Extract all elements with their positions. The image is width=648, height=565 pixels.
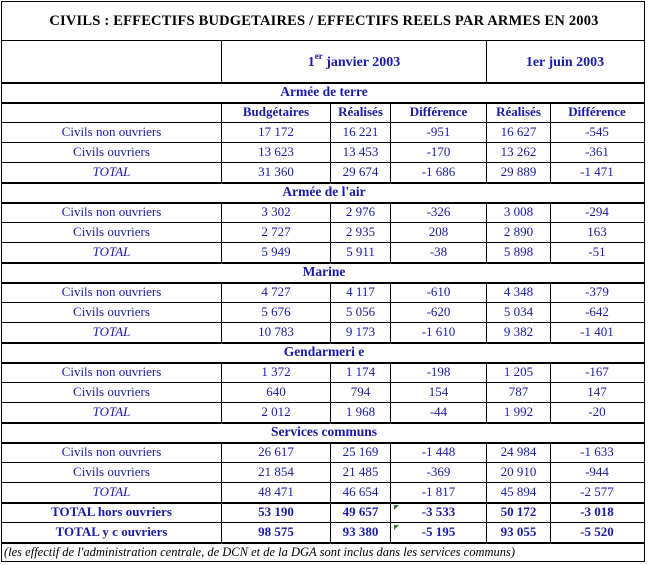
col-divider [550,442,551,502]
cell-diff2: -545 [585,124,609,139]
section-title: Armée de l'air [282,184,366,199]
grand-total-diff1: -5 195 [421,524,456,539]
cell-real1: 4 117 [346,284,375,299]
col-divider [550,102,551,182]
cell-real1: 21 485 [342,464,379,479]
period-header-june: 1er juin 2003 [525,55,605,70]
cell-diff1: -610 [426,284,451,299]
row-total-label: TOTAL [92,244,131,259]
cell-budg: 48 471 [258,484,294,499]
col-divider [486,502,487,542]
cell-diff2: -51 [588,244,606,259]
row-label: Civils non ouvriers [61,444,162,459]
cell-diff2: -20 [588,404,606,419]
cell-real2: 2 890 [503,224,534,239]
period-january-sup: er [314,51,323,61]
row-label: Civils non ouvriers [61,124,162,139]
col-divider [390,362,391,422]
cell-diff1: -951 [426,124,451,139]
col-divider [390,442,391,502]
cell-real2: 5 898 [503,244,534,259]
cell-real2: 20 910 [500,464,537,479]
cell-diff1: -620 [426,304,451,319]
cell-real2: 13 262 [500,144,537,159]
col-divider [486,362,487,422]
cell-real2: 3 008 [503,204,534,219]
row-label: Civils ouvriers [73,304,150,319]
row-total-label: TOTAL [92,404,131,419]
cell-real1: 1 968 [345,404,376,419]
grand-total-label: TOTAL hors ouvriers [51,504,172,519]
row-label: Civils non ouvriers [61,204,162,219]
cell-marker [394,505,399,510]
cell-budg: 1 372 [261,364,291,379]
col-divider [221,362,222,422]
col-divider [330,282,331,342]
grand-total-diff2: -3 018 [580,504,614,519]
col-divider [486,102,487,182]
cell-budg: 2 012 [261,404,291,419]
cell-diff2: -1 471 [580,164,614,179]
column-header-real1: Réalisés [338,104,383,119]
cell-diff1: 208 [428,224,449,239]
row-label: Civils non ouvriers [61,364,162,379]
cell-budg: 640 [266,384,286,399]
cell-budg: 31 360 [258,164,294,179]
cell-diff2: -294 [585,204,609,219]
cell-budg: 26 617 [258,444,294,459]
col-divider [550,362,551,422]
cell-diff1: -1 610 [421,324,456,339]
row-total-label: TOTAL [92,324,131,339]
cell-real1: 1 174 [345,364,376,379]
cell-real1: 46 654 [342,484,379,499]
col-divider [390,282,391,342]
grand-total-real2: 50 172 [500,504,537,519]
cell-real1: 16 221 [342,124,379,139]
cell-real1: 2 976 [345,204,376,219]
column-header-diff1: Différence [409,104,468,119]
cell-budg: 5 949 [261,244,291,259]
cell-real1: 13 453 [342,144,379,159]
cell-real2: 1 205 [503,364,534,379]
cell-diff1: -1 686 [421,164,456,179]
cell-budg: 13 623 [258,144,294,159]
cell-diff2: 147 [587,384,607,399]
row-rule [2,542,645,544]
cell-diff1: -326 [426,204,451,219]
col-divider [550,502,551,542]
grand-total-budg: 98 575 [258,524,294,539]
section-title: Armée de terre [280,84,368,99]
cell-real2: 16 627 [500,124,537,139]
col-divider [330,362,331,422]
col-divider [330,442,331,502]
column-header-real2: Réalisés [496,104,541,119]
cell-diff1: -198 [426,364,451,379]
cell-real2: 787 [508,384,529,399]
row-label: Civils ouvriers [73,384,150,399]
grand-total-diff2: -5 520 [580,524,614,539]
cell-real2: 45 894 [500,484,537,499]
cell-real2: 5 034 [503,304,534,319]
grand-total-real1: 93 380 [342,524,379,539]
col-divider [486,202,487,262]
period-header-january [222,40,486,82]
cell-marker [394,525,399,530]
cell-budg: 5 676 [261,304,291,319]
col-divider [550,282,551,342]
cell-diff2: -2 577 [580,484,614,499]
cell-budg: 3 302 [261,204,291,219]
col-divider [486,282,487,342]
row-total-label: TOTAL [92,164,131,179]
cell-real2: 1 992 [503,404,534,419]
cell-real1: 9 173 [345,324,376,339]
cell-diff1: -369 [426,464,451,479]
row-label: Civils ouvriers [73,144,150,159]
period-january-prefix: 1 [307,55,315,70]
row-label: Civils ouvriers [73,464,150,479]
cell-diff2: -379 [585,284,609,299]
cell-budg: 10 783 [258,324,294,339]
cell-budg: 17 172 [258,124,294,139]
col-divider [330,502,331,542]
section-title: Gendarmeri e [283,344,365,359]
col-divider [390,502,391,542]
period-january-rest: janvier 2003 [322,55,401,70]
col-divider [330,102,331,182]
col-divider [486,442,487,502]
col-divider-header-2 [486,40,487,82]
grand-total-real2: 93 055 [500,524,537,539]
cell-diff1: 154 [428,384,449,399]
cell-diff2: -1 633 [580,444,614,459]
col-divider [221,282,222,342]
cell-diff2: -944 [585,464,609,479]
cell-diff2: -1 401 [580,324,614,339]
cell-real1: 25 169 [342,444,379,459]
cell-real1: 5 911 [346,244,375,259]
cell-diff2: -167 [585,364,609,379]
cell-diff2: -361 [585,144,609,159]
cell-diff1: -1 448 [421,444,456,459]
cell-budg: 2 727 [261,224,291,239]
col-divider [390,202,391,262]
cell-diff2: -642 [585,304,609,319]
grand-total-budg: 53 190 [258,504,294,519]
col-divider [550,202,551,262]
table-title: CIVILS : EFFECTIFS BUDGETAIRES / EFFECTIFS REELS PAR ARMES EN 2003 [49,13,599,29]
grand-total-diff1: -3 533 [421,504,456,519]
cell-real2: 4 348 [503,284,534,299]
col-divider [221,102,222,182]
section-title: Marine [302,264,346,279]
row-label: Civils ouvriers [73,224,150,239]
cell-budg: 4 727 [261,284,291,299]
cell-budg: 21 854 [258,464,294,479]
cell-diff1: -1 817 [421,484,456,499]
col-divider-header-1 [221,40,222,82]
cell-diff1: -38 [429,244,448,259]
cell-real1: 794 [350,384,371,399]
grand-total-real1: 49 657 [342,504,379,519]
cell-real1: 2 935 [345,224,376,239]
row-label: Civils non ouvriers [61,284,162,299]
rule-under-title [2,40,645,41]
grand-total-label: TOTAL y c ouvriers [55,524,168,539]
row-total-label: TOTAL [92,484,131,499]
col-divider [221,502,222,542]
cell-diff1: -170 [426,144,451,159]
cell-real2: 9 382 [503,324,534,339]
cell-real2: 24 984 [500,444,537,459]
cell-diff1: -44 [429,404,448,419]
col-divider [221,202,222,262]
cell-real1: 29 674 [342,164,379,179]
cell-real2: 29 889 [500,164,537,179]
cell-diff2: 163 [587,224,607,239]
column-header-diff2: Différence [568,104,626,119]
section-title: Services communs [270,424,378,439]
footnote: (les effectif de l'administration centrale, de DCN et de la DGA sont inclus dans les services communs) [4,545,516,559]
col-divider [330,202,331,262]
col-divider [390,102,391,182]
column-header-budg: Budgétaires [242,104,310,119]
col-divider [221,442,222,502]
cell-real1: 5 056 [345,304,376,319]
